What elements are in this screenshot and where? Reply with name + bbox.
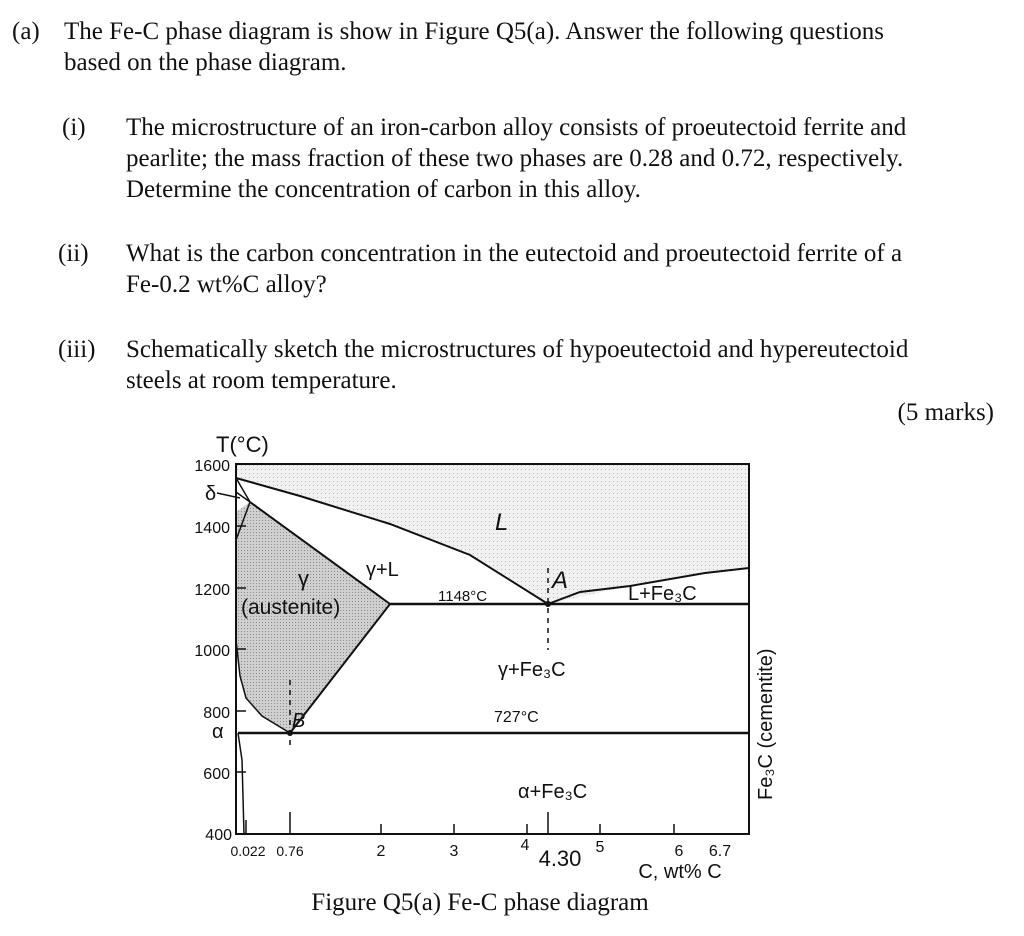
y-tick-1000: 1000 bbox=[194, 643, 230, 660]
gamma-fe3c-label: γ+Fe₃C bbox=[498, 659, 566, 681]
gamma-label: γ bbox=[298, 566, 309, 591]
liquid-label: L bbox=[495, 509, 509, 536]
gamma-liquid-label: γ+L bbox=[366, 559, 399, 581]
part-i-line2: pearlite; the mass fraction of these two phases are 0.28 and 0.72, respectively. bbox=[126, 145, 904, 172]
x-tick-4.30: 4.30 bbox=[538, 846, 582, 871]
x-axis-label: C, wt% C bbox=[638, 861, 722, 883]
x-tick-0.022: 0.022 bbox=[230, 843, 266, 859]
figure-caption: Figure Q5(a) Fe-C phase diagram bbox=[311, 889, 649, 916]
part-i-line3: Determine the concentration of carbon in this alloy. bbox=[126, 176, 641, 203]
point-a-marker bbox=[545, 601, 551, 607]
x-tick-3: 3 bbox=[449, 843, 459, 860]
part-i-line1: The microstructure of an iron-carbon alloy consists of proeutectoid ferrite and bbox=[126, 114, 907, 141]
question-text-line2: based on the phase diagram. bbox=[64, 49, 347, 76]
part-ii-label: (ii) bbox=[58, 240, 89, 267]
y-tick-800: 800 bbox=[203, 705, 230, 722]
y-tick-1400: 1400 bbox=[194, 520, 230, 537]
part-ii-line2: Fe-0.2 wt%C alloy? bbox=[126, 271, 327, 298]
marks-label: (5 marks) bbox=[897, 399, 994, 426]
point-b-label: B bbox=[292, 710, 306, 732]
x-tick-6.7: 6.7 bbox=[708, 843, 732, 860]
alpha-label: α bbox=[212, 721, 224, 743]
y-tick-1200: 1200 bbox=[194, 582, 230, 599]
part-i-label: (i) bbox=[62, 114, 86, 141]
liquid-fe3c-label: L+Fe₃C bbox=[628, 583, 697, 605]
eutectoid-temp-label: 727°C bbox=[494, 709, 539, 726]
part-iii-line2: steels at room temperature. bbox=[126, 367, 397, 394]
part-iii-line1: Schematically sketch the microstructures of hypoeutectoid and hypereutectoid bbox=[126, 336, 909, 363]
x-tick-4: 4 bbox=[520, 837, 530, 854]
y-tick-400: 400 bbox=[205, 827, 232, 844]
eutectic-temp-label: 1148°C bbox=[438, 588, 488, 605]
part-iii-label: (iii) bbox=[58, 336, 96, 363]
question-text-line1: The Fe-C phase diagram is show in Figure Q5(a). Answer the following questions bbox=[64, 18, 885, 45]
y-axis-label: T(°C) bbox=[216, 432, 269, 457]
austenite-label: (austenite) bbox=[241, 596, 341, 619]
part-ii-line1: What is the carbon concentration in the eutectoid and proeutectoid ferrite of a bbox=[126, 240, 903, 267]
x-tick-6: 6 bbox=[674, 843, 684, 860]
x-tick-2: 2 bbox=[376, 843, 386, 860]
delta-label: δ bbox=[205, 483, 217, 505]
right-axis-label: Fe₃C (cementite) bbox=[755, 648, 777, 800]
y-tick-600: 600 bbox=[203, 766, 230, 783]
x-tick-5: 5 bbox=[595, 839, 605, 856]
alpha-fe3c-label: α+Fe₃C bbox=[518, 781, 588, 803]
y-tick-1600: 1600 bbox=[194, 458, 230, 475]
question-label: (a) bbox=[12, 18, 40, 45]
solvus-line bbox=[238, 733, 244, 834]
x-tick-0.76: 0.76 bbox=[276, 843, 304, 859]
x-ticks bbox=[246, 812, 674, 834]
point-a-label: A bbox=[552, 567, 569, 594]
